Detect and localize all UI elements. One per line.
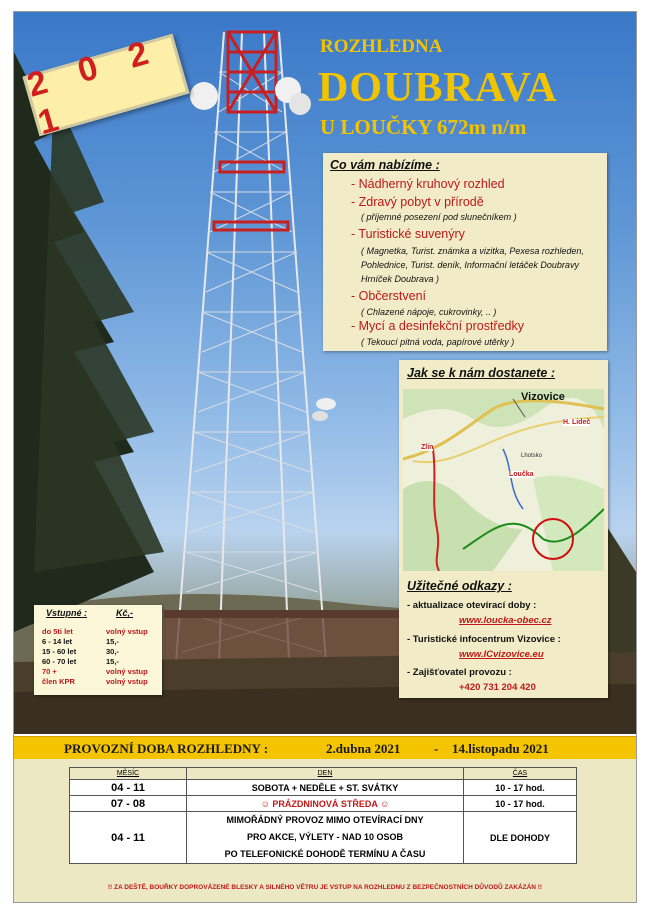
hours-from: 2.dubna 2021: [326, 741, 401, 756]
offer-item: - Zdravý pobyt v přírodě: [351, 195, 484, 209]
row-day-special: [187, 812, 464, 864]
row-time: DLE DOHODY: [464, 812, 577, 864]
map-label-lhotsko: Lhotsko: [521, 453, 543, 459]
header-month: MĚSÍC: [70, 768, 187, 780]
offer-box: [323, 153, 607, 351]
offer-note: ( Chlazené nápoje, cukrovinky, .. ): [361, 307, 497, 317]
link-icvizovice[interactable]: www.ICvizovice.eu: [459, 649, 544, 660]
offer-item: - Nádherný kruhový rozhled: [351, 177, 505, 191]
price-age: do 5ti let: [42, 627, 73, 636]
row-month: 04 - 11: [70, 812, 187, 864]
table-row: [70, 812, 577, 864]
row-time: 10 - 17 hod.: [464, 796, 577, 812]
price-value: 15,-: [106, 657, 119, 666]
offer-note: Pohlednice, Turist. deník, Informační letáček Doubravy: [361, 260, 579, 270]
schedule-table: [69, 767, 577, 864]
price-age: člen KPR: [42, 677, 75, 686]
opening-hours-bar: [14, 736, 636, 759]
price-heading: Vstupné :: [46, 608, 88, 618]
price-value: volný vstup: [106, 677, 148, 686]
links-label: - aktualizace otevírací doby :: [407, 600, 537, 611]
header-time: ČAS: [464, 768, 577, 780]
title-doubrava: DOUBRAVA: [318, 65, 558, 111]
offer-item: - Turistické suvenýry: [351, 227, 465, 241]
schedule-section: [14, 759, 636, 902]
link-loucka-obec[interactable]: www.loucka-obec.cz: [459, 615, 552, 626]
price-age: 15 - 60 let: [42, 647, 77, 656]
phone-number: +420 731 204 420: [459, 682, 536, 693]
offer-item: - Mycí a desinfekční prostředky: [351, 319, 524, 333]
price-value: 15,-: [106, 637, 119, 646]
special-line: PO TELEFONICKÉ DOHODĚ TERMÍNU A ČASU: [224, 849, 426, 859]
safety-warning: !! ZA DEŠTĚ, BOUŘKY DOPROVÁZENÉ BLESKY A SILNÉHO VĚTRU JE VSTUP NA ROZHLEDNU Z BEZPEČNOSTNÍCH DŮVODŮ ZAKÁZÁN !!: [107, 884, 543, 891]
price-value: volný vstup: [106, 627, 148, 636]
poster: [13, 11, 637, 903]
directions-heading: Jak se k nám dostanete :: [407, 366, 555, 380]
price-box: [34, 605, 162, 695]
price-value: 30,-: [106, 647, 119, 656]
title-rozhledna: ROZHLEDNA: [320, 36, 443, 57]
directions-box: [399, 360, 608, 698]
hours-label: PROVOZNÍ DOBA ROZHLEDNY :: [64, 741, 269, 756]
special-line: PRO AKCE, VÝLETY - NAD 10 OSOB: [246, 832, 404, 842]
map-label-vizovice: Vizovice: [521, 391, 565, 403]
table-row: [70, 780, 577, 796]
offer-heading: Co vám nabízíme :: [330, 158, 440, 172]
hours-to: 14.listopadu 2021: [452, 741, 549, 756]
price-age: 70 +: [42, 667, 57, 676]
table-header-row: [70, 768, 577, 780]
title-altitude: U LOUČKY 672m n/m: [320, 115, 527, 139]
offer-note: ( Magnetka, Turist. známka a vizitka, Pexesa rozhleden,: [361, 246, 584, 256]
links-label: - Turistické infocentrum Vizovice :: [407, 634, 561, 645]
tower-photo: [14, 12, 636, 734]
row-month: 07 - 08: [70, 796, 187, 812]
offer-item: - Občerstvení: [351, 289, 427, 303]
row-day: ☺ PRÁZDNINOVÁ STŘEDA ☺: [187, 796, 464, 812]
price-age: 60 - 70 let: [42, 657, 77, 666]
offer-note: ( Tekoucí pitná voda, papírové utěrky ): [361, 337, 515, 347]
map-illustration: [403, 389, 604, 571]
links-heading: Užitečné odkazy :: [407, 579, 512, 593]
row-time: 10 - 17 hod.: [464, 780, 577, 796]
header-day: DEN: [187, 768, 464, 780]
map-label-h-lidec: H. Lideč: [563, 419, 591, 426]
price-age: 6 - 14 let: [42, 637, 73, 646]
row-month: 04 - 11: [70, 780, 187, 796]
special-line: MIMOŘÁDNÝ PROVOZ MIMO OTEVÍRACÍ DNY: [226, 815, 424, 825]
links-label: - Zajišťovatel provozu :: [407, 667, 512, 678]
row-day: SOBOTA + NEDĚLE + ST. SVÁTKY: [187, 780, 464, 796]
route-map: [403, 389, 604, 571]
hours-dash: -: [434, 741, 439, 756]
offer-note: Hrníček Doubrava ): [361, 274, 440, 284]
table-row: [70, 796, 577, 812]
year-badge: 2 0 2 1: [22, 34, 189, 137]
map-label-zlin: Zlín: [421, 444, 434, 451]
map-label-loucka: Loučka: [509, 471, 534, 478]
price-currency: Kč,-: [116, 608, 134, 618]
price-value: volný vstup: [106, 667, 148, 676]
offer-note: ( příjemné posezení pod slunečníkem ): [361, 212, 517, 222]
